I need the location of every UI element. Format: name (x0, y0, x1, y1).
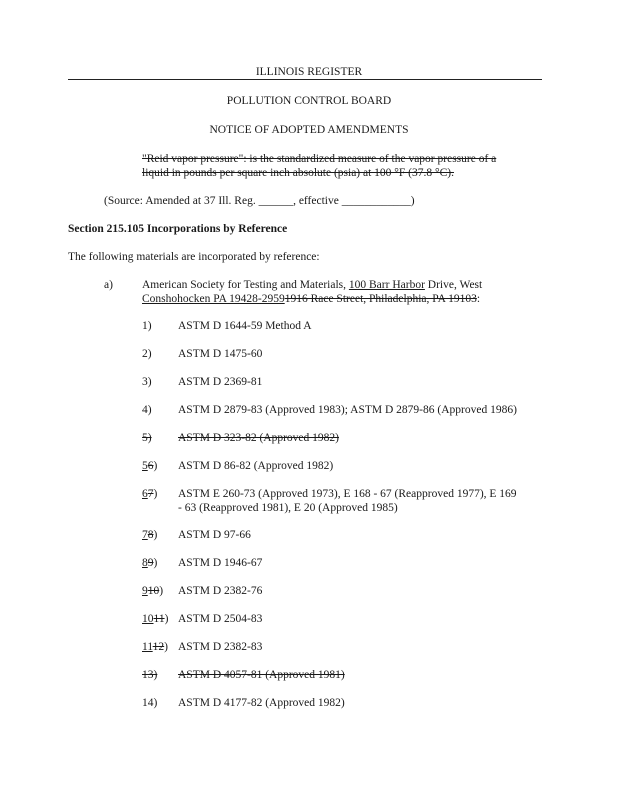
list-item: ASTM D 86-82 (Approved 1982) (178, 460, 334, 472)
deleted-number: 12 (152, 641, 165, 653)
number-text: 4) (142, 404, 152, 416)
item-a-line-2 (142, 293, 480, 305)
list-item-number (142, 641, 168, 653)
list-item: ASTM D 1946-67 (178, 557, 263, 569)
section-title: Section 215.105 Incorporations by Reference (68, 223, 288, 235)
inserted-number: 8 (142, 557, 148, 569)
list-item: ASTM D 97-66 (178, 529, 251, 541)
list-item: ASTM D 2382-83 (178, 641, 263, 653)
list-item-number (142, 585, 163, 597)
inserted-number: 9 (142, 585, 148, 597)
item-a-text: Drive, West (424, 279, 483, 291)
list-item-number (142, 697, 157, 709)
item-a-text: : (476, 293, 481, 305)
deleted-number: 7 (147, 488, 154, 500)
list-item-number (142, 488, 157, 500)
list-item: ASTM D 2382-76 (178, 585, 263, 597)
inserted-number: 11 (142, 641, 153, 653)
list-item-number (142, 460, 157, 472)
list-item-number (142, 320, 152, 332)
list-item: ASTM D 2369-81 (178, 376, 263, 388)
number-text: 14) (142, 697, 158, 709)
list-item: ASTM D 1475-60 (178, 348, 263, 360)
number-text: 1) (142, 320, 152, 332)
number-text: ) (153, 488, 158, 500)
definition-line-2: liquid in pounds per square inch absolute (psia) at 100 °F (37.8 °C). (142, 167, 454, 179)
definition-line-1: "Reid vapor pressure": is the standardized measure of the vapor pressure of a (142, 153, 497, 165)
header-rule (68, 79, 542, 80)
list-item-number (142, 529, 157, 541)
inserted-number: 7 (142, 529, 148, 541)
list-item-number (142, 404, 152, 416)
number-text: 3) (142, 376, 152, 388)
deleted-number: 9 (147, 557, 154, 569)
list-item: ASTM D 1644-59 Method A (178, 320, 312, 332)
source-note: (Source: Amended at 37 Ill. Reg. ______, effective ____________) (104, 195, 415, 207)
list-item-number (142, 376, 152, 388)
number-text: ) (153, 460, 158, 472)
deleted-number: 11 (153, 613, 165, 625)
intro-text: The following materials are incorporated by reference: (68, 251, 320, 263)
inserted-number: 6 (142, 488, 148, 500)
number-text: ) (159, 585, 164, 597)
inserted-number: 5 (142, 460, 148, 472)
item-a-text: American Society for Testing and Materials, (142, 279, 349, 291)
list-item-number (142, 613, 168, 625)
inserted-text: 100 Barr Harbor (348, 279, 425, 291)
board-title: POLLUTION CONTROL BOARD (226, 95, 392, 107)
notice-title: NOTICE OF ADOPTED AMENDMENTS (209, 124, 409, 136)
list-item-number (142, 557, 157, 569)
list-item-number (142, 669, 157, 681)
list-item-continuation: - 63 (Reapproved 1981), E 20 (Approved 1985) (178, 502, 398, 514)
inserted-number: 10 (142, 613, 154, 625)
list-item-number (142, 348, 152, 360)
number-text: ) (164, 613, 169, 625)
deleted-number: 10 (147, 585, 160, 597)
list-item-number (142, 432, 152, 444)
list-item: ASTM D 2504-83 (178, 613, 263, 625)
list-item: ASTM E 260-73 (Approved 1973), E 168 - 67 (Reapproved 1977), E 169 (178, 488, 517, 500)
number-text: ) (153, 529, 158, 541)
number-text: 2) (142, 348, 152, 360)
list-item: ASTM D 4177-82 (Approved 1982) (178, 697, 345, 709)
deleted-list-item: ASTM D 323-82 (Approved 1982) (178, 432, 339, 444)
item-a-label: a) (104, 279, 113, 291)
list-item: ASTM D 2879-83 (Approved 1983); ASTM D 2879-86 (Approved 1986) (178, 404, 517, 416)
number-text: ) (164, 641, 168, 653)
register-title: ILLINOIS REGISTER (255, 66, 363, 78)
number-text: ) (153, 557, 158, 569)
item-a-line-1 (142, 279, 482, 291)
deleted-number: 5) (142, 432, 152, 444)
deleted-number: 6 (147, 460, 154, 472)
deleted-number: 8 (147, 529, 154, 541)
deleted-text: 1916 Race Street, Philadelphia, PA 19103 (284, 293, 477, 305)
inserted-text: Conshohocken PA 19428-2959 (142, 293, 285, 305)
deleted-number: 13) (142, 669, 158, 681)
deleted-list-item: ASTM D 4057-81 (Approved 1981) (178, 669, 345, 681)
